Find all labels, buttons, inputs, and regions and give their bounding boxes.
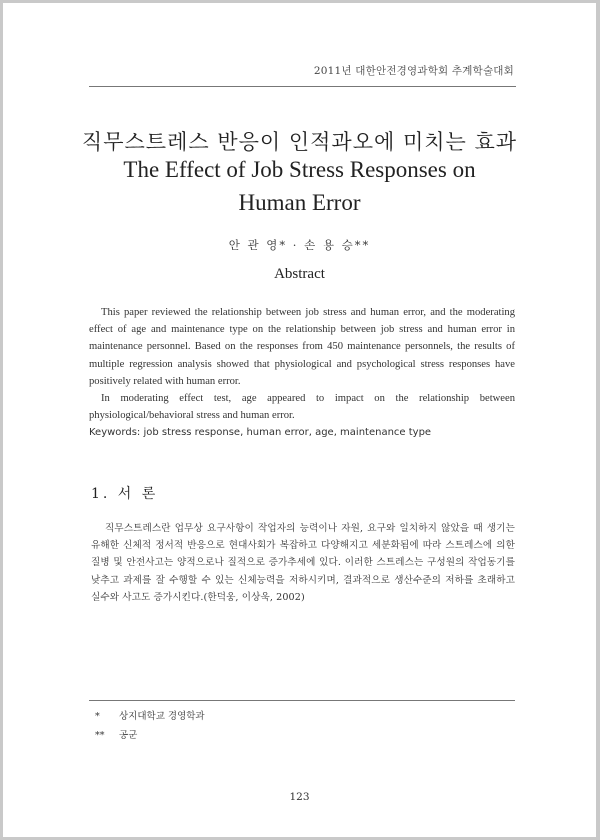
page-number: 123 — [289, 791, 310, 803]
header-rule — [89, 86, 516, 87]
footnote — [95, 708, 205, 722]
title-english: The Effect of Job Stress Responses on Human Error — [123, 157, 476, 215]
footnote-mark: ** — [95, 730, 105, 741]
footnote-mark: * — [95, 711, 100, 722]
running-head: 2011년 대한안전경영과학회 추계학술대회 — [313, 65, 514, 77]
abstract-body — [89, 304, 515, 442]
title-korean: 직무스트레스 반응이 인적과오에 미치는 효과 — [81, 130, 518, 154]
keywords-line: Keywords: job stress response, human error, age, maintenance type — [89, 427, 432, 439]
section-body — [91, 520, 515, 606]
footnote-rule — [89, 700, 515, 701]
abstract-heading: Abstract — [274, 266, 325, 282]
author-line: 안 관 영* · 손 용 승** — [228, 238, 371, 252]
section-heading: 1. 서 론 — [91, 486, 159, 502]
footnote — [95, 727, 137, 741]
body-paragraph: 직무스트레스란 업무상 요구사항이 작업자의 능력이나 자원, 요구와 일치하지 않았을 때 생기는 유해한 신체적 정서적 반응으로 현대사회가 복잡하고 다양해지고 세분화됨에 따라 스트레스에 의한 질병 및 안전사고는 양적으로나 질적으로 증가추세에 있다. 이러한 스트레스는 구성원의 작업동기를 낮추고 과제를 잘 수행할 수 있는 신체능력을 저하시키며, 결과적으로 생산수준의 저하를 초래하고 실수와 사고도 증가시킨다.(한덕웅, 이상욱, 2002) — [91, 523, 515, 603]
abstract-paragraph: In moderating effect test, age appeared to impact on the relationship between physiological/behavioral stress and human error. — [89, 393, 515, 422]
document-page — [3, 3, 596, 837]
footnote-text: 공군 — [119, 730, 138, 741]
abstract-paragraph: This paper reviewed the relationship between job stress and human error, and the moderating effect of age and maintenance type on the relationship between job stress and human error in maintenance personnel. Based on the responses from 450 maintenance personnels, the results of multiple regression analysis showed that physiological and psychological stress responses have positively related with human error. — [89, 307, 515, 387]
footnote-text: 상지대학교 경영학과 — [119, 711, 205, 722]
